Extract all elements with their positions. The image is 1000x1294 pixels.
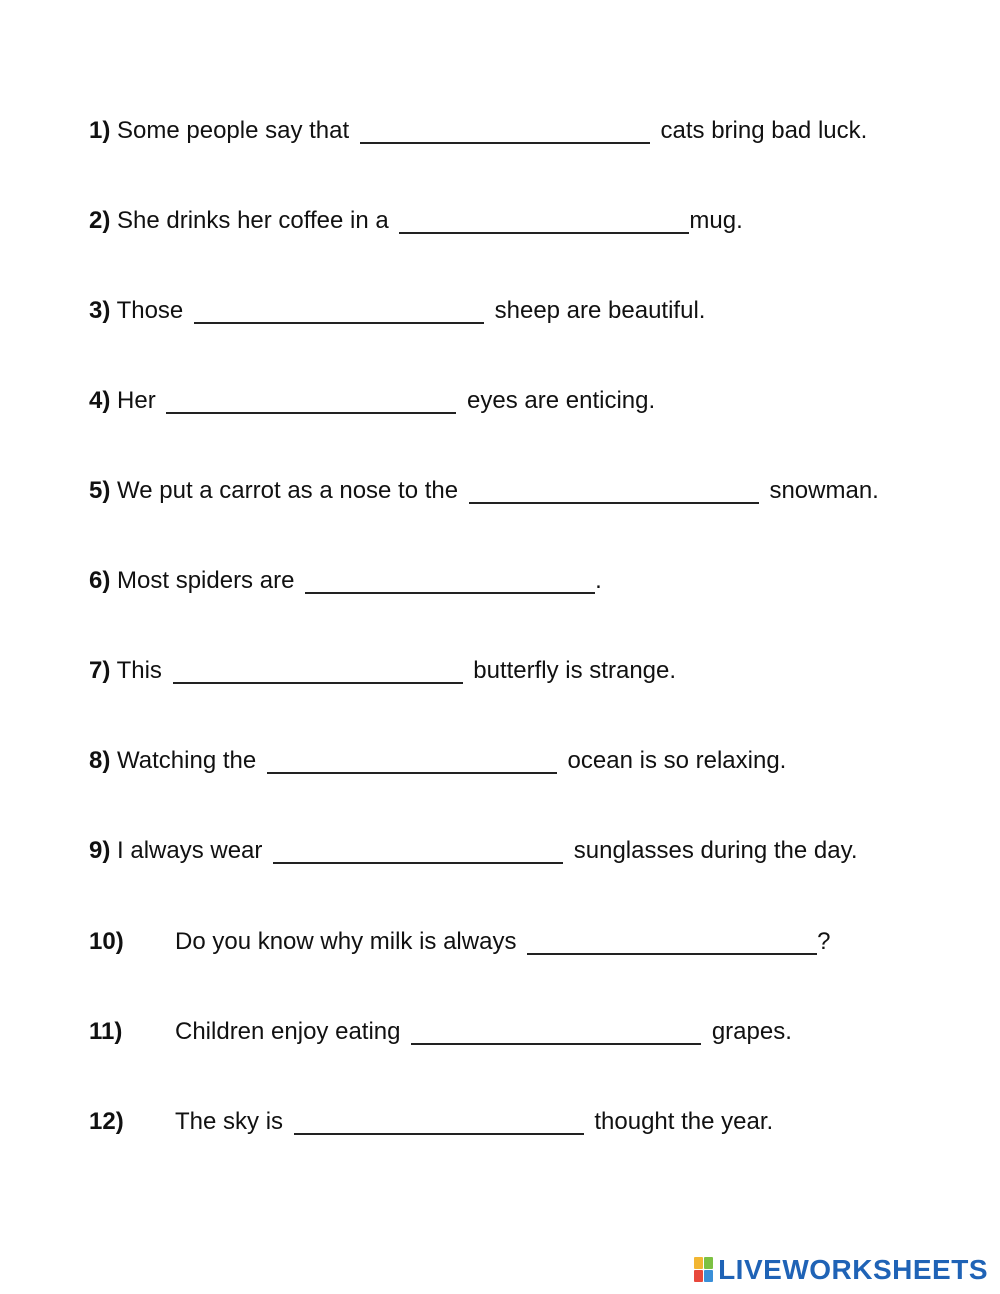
question-number: 10) xyxy=(89,928,124,955)
question-text-before: Most spiders are xyxy=(117,567,295,594)
question-text-before: Children enjoy eating xyxy=(175,1018,401,1045)
question-text-after: sheep are beautiful. xyxy=(494,297,706,324)
question-number: 2) xyxy=(89,207,111,234)
answer-blank-9[interactable] xyxy=(273,840,563,864)
question-number: 7) xyxy=(89,657,111,684)
question-4 xyxy=(89,387,655,415)
question-7 xyxy=(89,657,676,685)
question-3 xyxy=(89,297,705,325)
question-2 xyxy=(89,207,743,235)
logo-wordmark: LIVEWORKSHEETS xyxy=(718,1254,988,1285)
question-text-before: Watching the xyxy=(117,747,257,774)
question-9 xyxy=(89,837,857,865)
question-number: 8) xyxy=(89,747,111,774)
question-text-before: The sky is xyxy=(175,1108,284,1135)
answer-blank-7[interactable] xyxy=(173,660,463,684)
question-12 xyxy=(89,1108,773,1136)
question-text-after: . xyxy=(595,567,602,594)
question-text-before: I always wear xyxy=(117,837,263,864)
answer-blank-2[interactable] xyxy=(399,210,689,234)
question-number: 11) xyxy=(89,1018,123,1045)
question-number: 12) xyxy=(89,1108,124,1135)
answer-blank-1[interactable] xyxy=(360,120,650,144)
question-1 xyxy=(89,117,867,145)
question-number: 3) xyxy=(89,297,111,324)
question-number: 6) xyxy=(89,567,111,594)
question-text-after: snowman. xyxy=(769,477,879,504)
question-text-before: She drinks her coffee in a xyxy=(117,207,389,234)
question-text-before: Her xyxy=(117,387,156,414)
answer-blank-3[interactable] xyxy=(194,300,484,324)
answer-blank-12[interactable] xyxy=(294,1111,584,1135)
question-11 xyxy=(89,1018,792,1046)
answer-blank-4[interactable] xyxy=(166,390,456,414)
question-text-after: ? xyxy=(817,928,831,955)
answer-blank-8[interactable] xyxy=(267,750,557,774)
answer-blank-6[interactable] xyxy=(305,570,595,594)
question-8 xyxy=(89,747,786,775)
answer-blank-11[interactable] xyxy=(411,1021,701,1045)
liveworksheets-logo-icon xyxy=(694,1257,714,1283)
question-number: 9) xyxy=(89,837,111,864)
question-5 xyxy=(89,477,879,505)
question-number: 5) xyxy=(89,477,111,504)
question-text-before: Some people say that xyxy=(117,117,350,144)
question-text-after: sunglasses during the day. xyxy=(573,837,858,864)
question-text-after: butterfly is strange. xyxy=(473,657,677,684)
question-text-after: cats bring bad luck. xyxy=(660,117,868,144)
question-text-before: This xyxy=(116,657,162,684)
question-text-after: thought the year. xyxy=(594,1108,774,1135)
question-text-after: ocean is so relaxing. xyxy=(567,747,787,774)
liveworksheets-logo xyxy=(694,1254,988,1286)
question-text-after: grapes. xyxy=(711,1018,792,1045)
question-text-after: mug. xyxy=(689,207,743,234)
question-text-before: Those xyxy=(116,297,184,324)
answer-blank-10[interactable] xyxy=(527,931,817,955)
question-number: 1) xyxy=(89,117,111,144)
question-6 xyxy=(89,567,602,595)
question-10 xyxy=(89,928,830,956)
question-text-after: eyes are enticing. xyxy=(467,387,656,414)
question-number: 4) xyxy=(89,387,111,414)
question-text-before: We put a carrot as a nose to the xyxy=(117,477,459,504)
question-text-before: Do you know why milk is always xyxy=(175,928,517,955)
answer-blank-5[interactable] xyxy=(469,480,759,504)
